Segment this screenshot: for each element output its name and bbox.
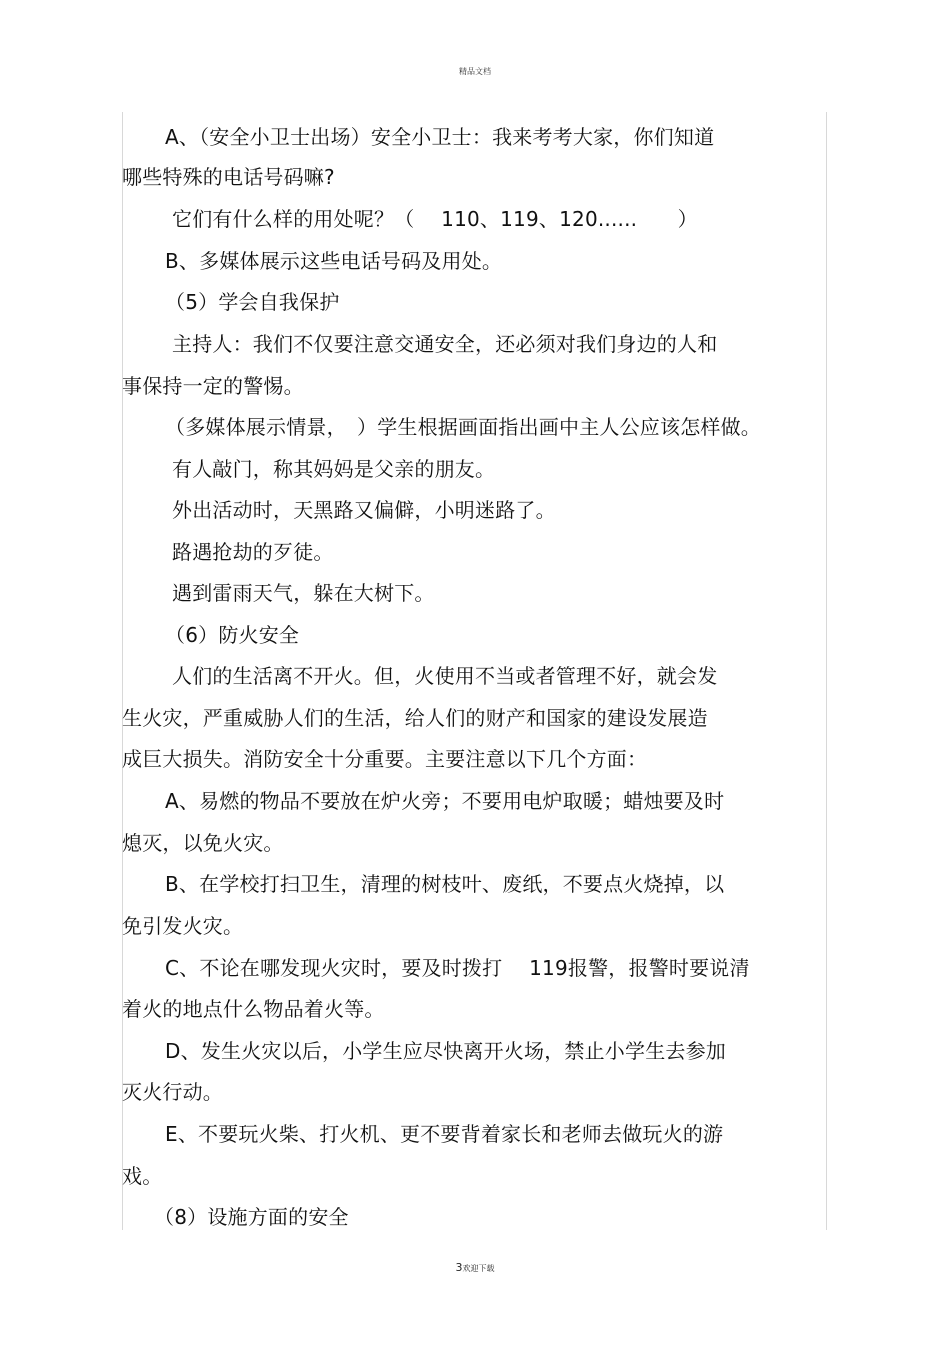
paragraph-line: B、在学校打扫卫生，清理的树枝叶、废纸，不要点火烧掉，以 xyxy=(165,872,725,896)
paragraph-line: 人们的生活离不开火。但，火使用不当或者管理不好，就会发 xyxy=(172,664,718,688)
page-footer xyxy=(0,1261,950,1274)
paragraph-line: C、不论在哪发现火灾时，要及时拨打 119报警，报警时要说清 xyxy=(165,956,750,980)
section-heading: （8）设施方面的安全 xyxy=(154,1205,349,1229)
right-margin-rule xyxy=(826,112,827,1230)
paragraph-line: 有人敲门，称其妈妈是父亲的朋友。 xyxy=(172,457,496,481)
page-number: 3 xyxy=(455,1261,463,1274)
paragraph-line: 遇到雷雨天气，躲在大树下。 xyxy=(172,581,435,605)
paragraph-line: 灭火行动。 xyxy=(122,1080,223,1104)
paragraph-line: 熄灭，以免火灾。 xyxy=(122,831,284,855)
paragraph-line: A、（安全小卫士出场）安全小卫士：我来考考大家，你们知道 xyxy=(165,125,715,149)
paragraph-line: 路遇抢劫的歹徒。 xyxy=(172,540,334,564)
paragraph-line: 哪些特殊的电话号码嘛? xyxy=(122,165,335,189)
paragraph-line: B、多媒体展示这些电话号码及用处。 xyxy=(165,249,503,273)
paragraph-line: 它们有什么样的用处呢？（ 110、119、120...... ） xyxy=(172,207,698,231)
paragraph-line: E、不要玩火柴、打火机、更不要背着家长和老师去做玩火的游 xyxy=(165,1122,724,1146)
page-header: 精品文档 xyxy=(459,67,491,76)
paragraph-line: 主持人：我们不仅要注意交通安全，还必须对我们身边的人和 xyxy=(172,332,718,356)
section-heading: （5）学会自我保护 xyxy=(165,290,340,314)
paragraph-line: 外出活动时，天黑路又偏僻，小明迷路了。 xyxy=(172,498,556,522)
paragraph-line: （多媒体展示情景， ）学生根据画面指出画中主人公应该怎样做。 xyxy=(165,415,761,439)
paragraph-line: 着火的地点什么物品着火等。 xyxy=(122,997,385,1021)
paragraph-line: D、发生火灾以后，小学生应尽快离开火场，禁止小学生去参加 xyxy=(165,1039,726,1063)
footer-text: 欢迎下载 xyxy=(462,1264,495,1273)
paragraph-line: 生火灾，严重威胁人们的生活，给人们的财产和国家的建设发展造 xyxy=(122,706,708,730)
paragraph-line: 成巨大损失。消防安全十分重要。主要注意以下几个方面： xyxy=(122,747,648,771)
paragraph-line: 事保持一定的警惕。 xyxy=(122,374,304,398)
paragraph-line: 戏。 xyxy=(122,1164,163,1188)
paragraph-line: 免引发火灾。 xyxy=(122,914,244,938)
paragraph-line: A、易燃的物品不要放在炉火旁；不要用电炉取暖；蜡烛要及时 xyxy=(165,789,725,813)
left-margin-rule xyxy=(122,112,123,1230)
section-heading: （6）防火安全 xyxy=(165,623,300,647)
